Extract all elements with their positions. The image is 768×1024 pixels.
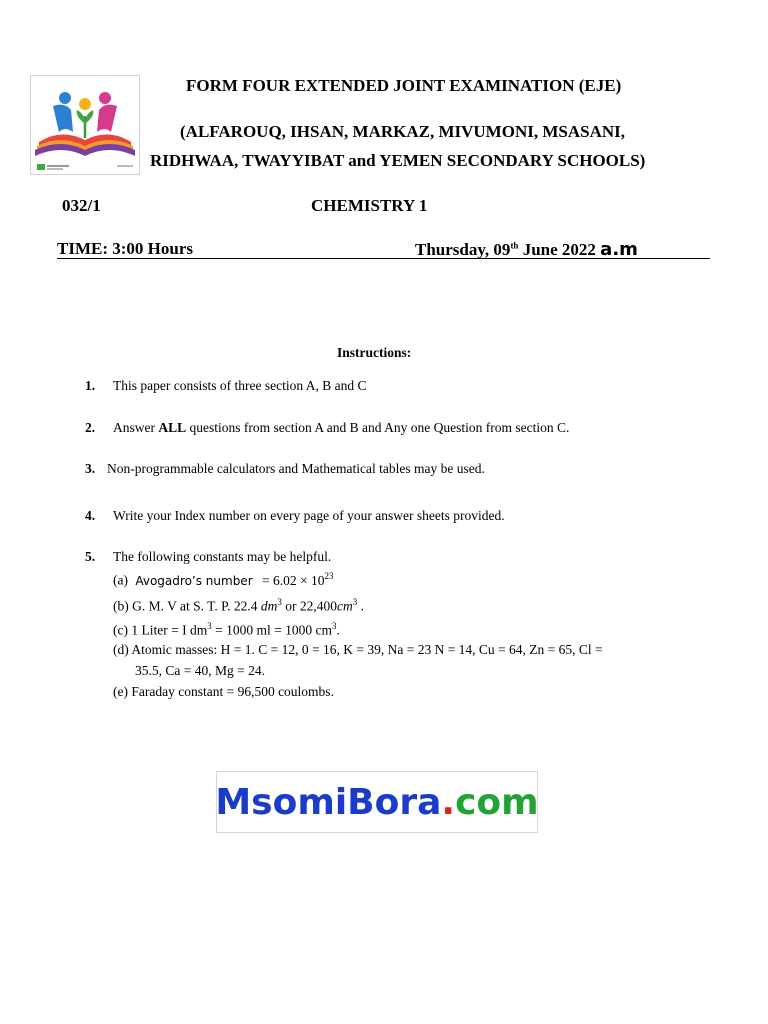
schools-line-1: (ALFAROUQ, IHSAN, MARKAZ, MIVUMONI, MSASANI,	[180, 122, 625, 141]
instruction-item-2: 2. Answer ALL questions from section A and B and Any one Question from section C.	[85, 420, 570, 435]
instructions-title: Instructions:	[337, 345, 412, 360]
constant-atomic-masses-cont: 35.5, Ca = 40, Mg = 24.	[135, 663, 265, 678]
instruction-item-5: 5. The following constants may be helpful.	[85, 549, 332, 564]
brand-part-msomi: Msomi	[215, 781, 348, 823]
instruction-item-4: 4. Write your Index number on every page of your answer sheets provided.	[85, 508, 505, 523]
exam-time: TIME: 3:00 Hours	[57, 239, 193, 258]
subject-title: CHEMISTRY 1	[311, 196, 428, 215]
paper-code: 032/1	[62, 196, 101, 215]
instruction-item-1: 1. This paper consists of three section A, B and C	[85, 378, 367, 393]
constant-gmv: (b) G. M. V at S. T. P. 22.4 $dm^3$ or $22,400cm^3$ .	[113, 597, 365, 614]
header-rule	[57, 258, 710, 259]
constant-liter: (c) 1 Liter = I $dm^3 = 1000$ ml = 1000 $cm^3$.	[113, 621, 340, 638]
exam-date: Thursday, 09th June 2022 a.m	[415, 239, 638, 260]
exam-title: FORM FOUR EXTENDED JOINT EXAMINATION (EJE)	[186, 76, 622, 95]
constant-faraday: (e) Faraday constant = 96,500 coulombs.	[113, 684, 334, 699]
constant-atomic-masses: (d) Atomic masses: H = 1. C = 12, 0 = 16, K = 39, Na = 23 N = 14, Cu = 64, Zn = 65, Cl =	[113, 642, 603, 657]
school-logo	[30, 75, 140, 175]
schools-line-2: RIDHWAA, TWAYYIBAT and YEMEN SECONDARY SCHOOLS)	[150, 151, 646, 170]
constant-avogadro: (a) Avogadro’s number = $6.02 \times 10^{23}$	[113, 571, 334, 588]
instruction-item-3: 3. Non-programmable calculators and Mathematical tables may be used.	[85, 461, 485, 476]
msomibora-banner[interactable]	[216, 771, 538, 833]
brand-part-dot: .	[441, 781, 456, 823]
brand-part-bora: Bora	[347, 781, 442, 823]
brand-part-com: com	[455, 781, 539, 823]
